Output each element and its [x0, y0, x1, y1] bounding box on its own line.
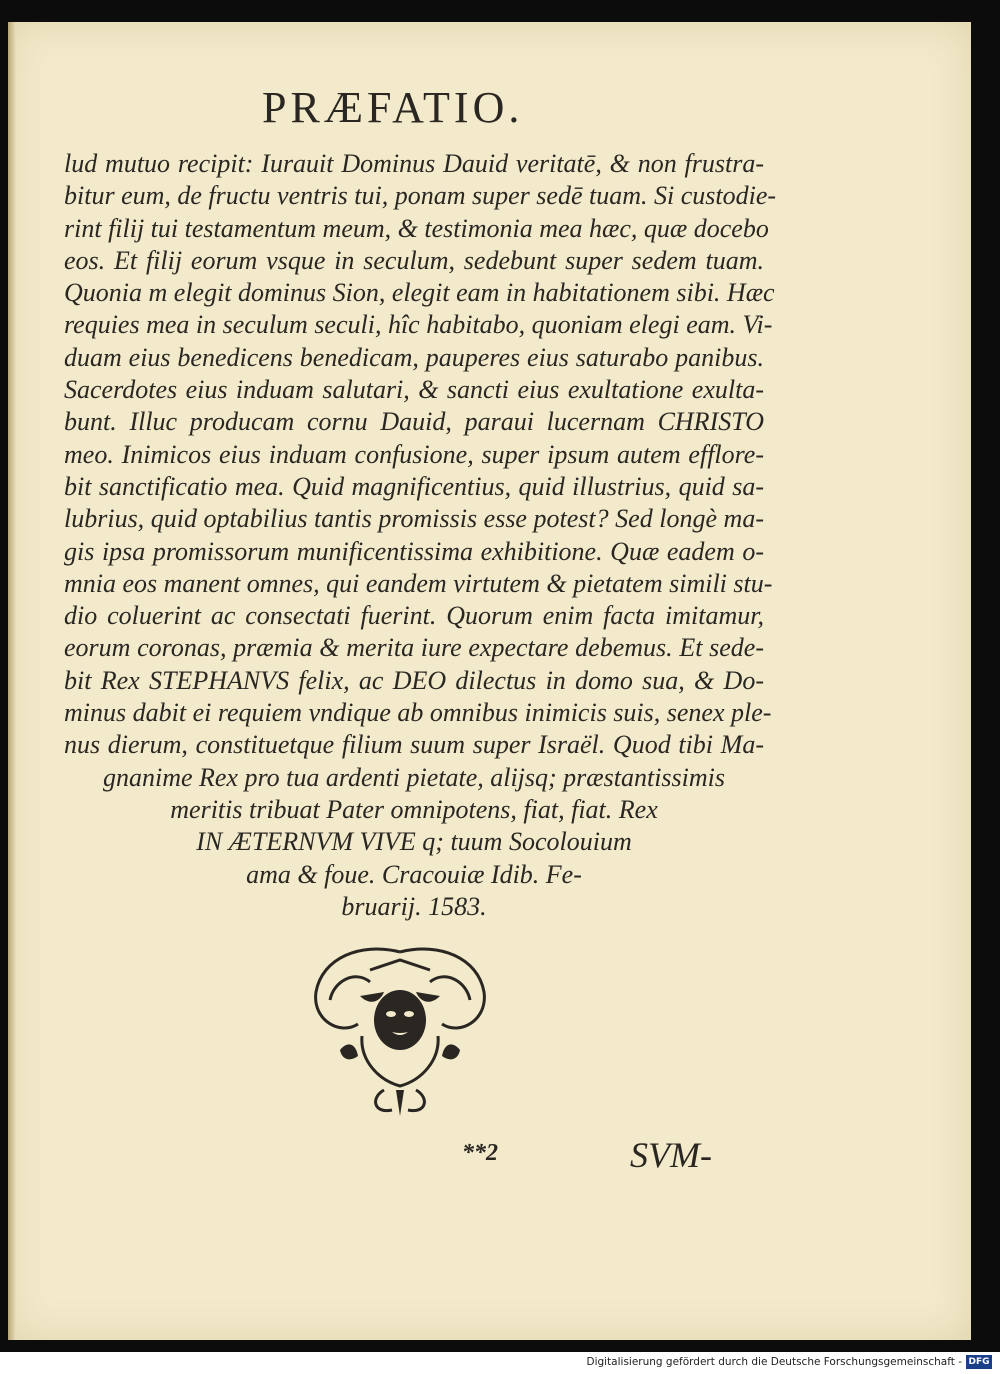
text-line: Quonia m elegit dominus Sion, elegit eam in habitationem sibi. Hæc: [64, 278, 775, 308]
text-line: Sacerdotes eius induam salutari, & sancti eius exultatione exulta-: [64, 375, 764, 405]
page-gutter-edge: [8, 22, 16, 1340]
text-line: mnia eos manent omnes, qui eandem virtutem & pietatem simili stu-: [64, 568, 773, 598]
text-line: bitur eum, de fructu ventris tui, ponam super sedē tuam. Si custodie-: [64, 181, 777, 211]
catchword: SVM-: [630, 1135, 712, 1175]
text-line: gis ipsa promissorum munificentissima exhibitione. Quæ eadem o-: [64, 536, 764, 566]
text-line: minus dabit ei requiem vndique ab omnibus inimicis suis, senex ple-: [64, 698, 772, 728]
text-line: meritis tribuat Pater omnipotens, fiat, fiat. Rex: [170, 794, 658, 824]
preface-text: [64, 148, 777, 923]
text-line: lubrius, quid optabilius tantis promissis esse potest? Sed longè ma-: [64, 504, 764, 534]
text-line: bruarij. 1583.: [341, 891, 487, 921]
text-line: nus dierum, constituetque filium suum super Israël. Quod tibi Ma-: [64, 730, 764, 760]
text-line: eos. Et filij eorum vsque in seculum, sedebunt super sedem tuam.: [64, 245, 764, 275]
footer-bar: [0, 1352, 1000, 1374]
printers-ornament-mask-icon: [300, 940, 500, 1120]
text-line: duam eius benedicens benedicam, pauperes eius saturabo panibus.: [64, 342, 764, 372]
text-line: IN ÆTERNVM VIVE q; tuum Socolouium: [196, 827, 632, 857]
text-line: meo. Inimicos eius induam confusione, super ipsum autem efflore-: [64, 439, 764, 469]
text-line: requies mea in seculum seculi, hîc habitabo, quoniam elegi eam. Vi-: [64, 310, 773, 340]
signature-mark: **2: [462, 1140, 498, 1166]
text-line: gnanime Rex pro tua ardenti pietate, alijsq; præstantissimis: [102, 762, 726, 792]
dfg-logo-icon: DFG: [966, 1355, 992, 1369]
text-line: dio coluerint ac consectati fuerint. Quorum enim facta imitamur,: [64, 601, 764, 631]
page-heading: PRÆFATIO.: [262, 83, 524, 132]
text-line: rint filij tui testamentum meum, & testimonia mea hæc, quæ docebo: [64, 213, 769, 243]
text-line: bit Rex STEPHANVS felix, ac DEO dilectus in domo sua, & Do-: [64, 665, 764, 695]
text-line: bunt. Illuc producam cornu Dauid, paraui lucernam CHRISTO: [64, 407, 764, 437]
text-line: lud mutuo recipit: Iurauit Dominus Dauid veritatē, & non frustra-: [64, 149, 764, 178]
text-line: ama & foue. Cracouiæ Idib. Fe-: [246, 859, 582, 889]
text-line: bit sanctificatio mea. Quid magnificentius, quid illustrius, quid sa-: [64, 471, 764, 501]
funding-notice: Digitalisierung gefördert durch die Deutsche Forschungsgemeinschaft -: [586, 1356, 962, 1368]
text-line: eorum coronas, præmia & merita iure expectare debemus. Et sede-: [64, 633, 764, 663]
